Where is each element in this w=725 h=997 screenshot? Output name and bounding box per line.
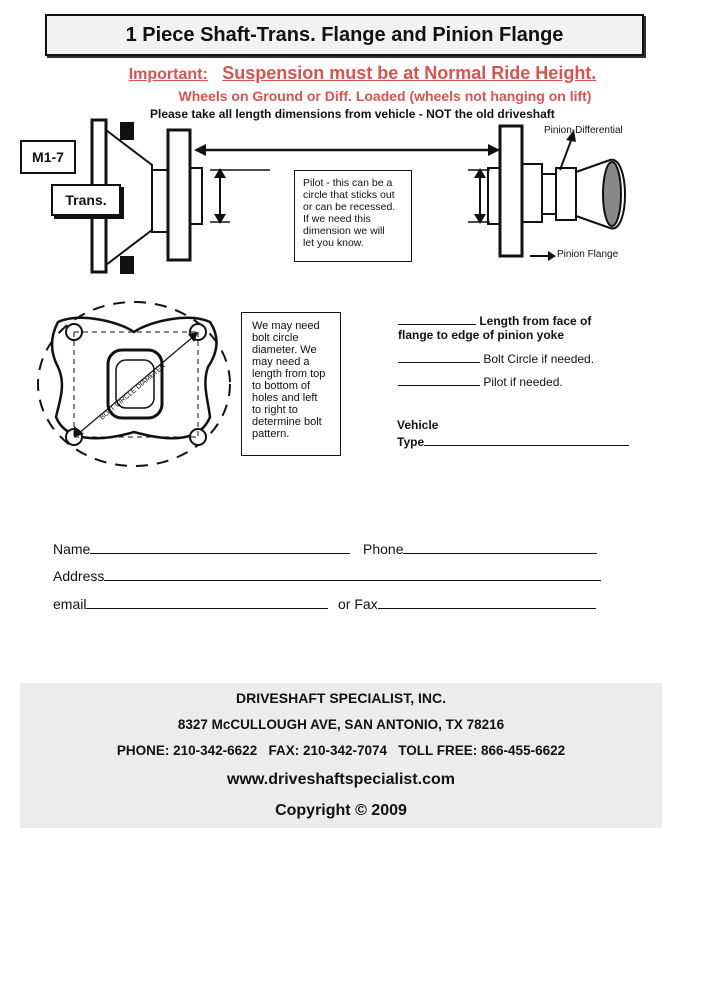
- bolt-note-line: length from top: [252, 368, 326, 380]
- pilot-note-line: let you know.: [303, 237, 364, 249]
- name-blank[interactable]: [90, 539, 350, 554]
- trans-label-box: Trans.: [51, 184, 121, 216]
- pilot-blank[interactable]: [398, 373, 480, 386]
- bolt-flange-diagram: [30, 292, 235, 477]
- length-label-1: Length from face of: [479, 314, 592, 328]
- pilot-note-line: If we need this: [303, 213, 371, 225]
- important-label: Important:: [128, 66, 208, 83]
- bolt-note-line: diameter. We: [252, 344, 317, 356]
- bolt-circle-field[interactable]: [398, 350, 594, 366]
- name-label: Name: [53, 541, 91, 557]
- bolt-note-line: to right to: [252, 404, 298, 416]
- trans-bolt-bottom: [120, 256, 134, 274]
- bolt-circle-blank[interactable]: [398, 350, 480, 363]
- bolt-note-box: [241, 312, 341, 456]
- pinion-flange-label: Pinion Flange: [557, 249, 619, 260]
- pilot-note-line: or can be recessed.: [303, 201, 396, 213]
- wheels-note: Wheels on Ground or Diff. Loaded (wheels not hanging on lift): [178, 88, 592, 104]
- pinion-pilot: [488, 168, 500, 224]
- address-field[interactable]: [53, 566, 601, 584]
- email-label: email: [53, 596, 87, 612]
- bolt-circle-label: Bolt Circle if needed.: [483, 352, 595, 366]
- vehicle-label: Vehicle: [397, 418, 439, 432]
- pilot-note-box: [294, 170, 412, 262]
- model-code-box: M1-7: [20, 140, 76, 174]
- address-label: Address: [53, 568, 105, 584]
- bolt-note-line: to bottom of: [252, 380, 311, 392]
- email-field[interactable]: [53, 594, 328, 612]
- pilot-label: Pilot if needed.: [483, 375, 563, 389]
- fax-label: or Fax: [338, 596, 378, 612]
- length-blank[interactable]: [398, 312, 476, 325]
- vehicle-type-blank[interactable]: [424, 433, 629, 446]
- pilot-note-line: Pilot - this can be a: [303, 177, 393, 189]
- length-label-2: flange to edge of pinion yoke: [398, 328, 565, 342]
- vehicle-type-label: Type: [397, 435, 425, 449]
- bolt-note-line: We may need: [252, 320, 320, 332]
- trans-collar: [152, 170, 168, 232]
- length-field[interactable]: [398, 312, 591, 328]
- copyright: Copyright © 2009: [275, 802, 407, 819]
- phone-field[interactable]: [363, 539, 597, 557]
- company-footer: [20, 683, 662, 828]
- company-phones: PHONE: 210-342-6622 FAX: 210-342-7074 TOLL FREE: 866-455-6622: [116, 743, 566, 758]
- pilot-note-line: circle that sticks out: [303, 189, 395, 201]
- company-name: DRIVESHAFT SPECIALIST, INC.: [235, 690, 447, 706]
- trans-pilot: [190, 168, 202, 224]
- important-text: Suspension must be at Normal Ride Height.: [222, 63, 597, 83]
- pinion-flange: [500, 126, 522, 256]
- company-website[interactable]: www.driveshaftspecialist.com: [227, 771, 455, 788]
- bolt-note-line: pattern.: [252, 428, 290, 440]
- vehicle-type-field[interactable]: [397, 433, 629, 449]
- fax-blank[interactable]: [378, 594, 596, 609]
- phone-blank[interactable]: [403, 539, 597, 554]
- company-address: 8327 McCULLOUGH AVE, SAN ANTONIO, TX 78216: [177, 717, 505, 732]
- trans-yoke-flange: [168, 130, 190, 260]
- pinion-differential-label: Pinion-Differential: [544, 125, 623, 136]
- instruction-text: Please take all length dimensions from vehicle - NOT the old driveshaft: [150, 107, 555, 121]
- email-blank[interactable]: [86, 594, 328, 609]
- pilot-field[interactable]: [398, 373, 563, 389]
- fax-field[interactable]: [338, 594, 596, 612]
- page-title: 1 Piece Shaft-Trans. Flange and Pinion Flange: [45, 14, 644, 56]
- name-field[interactable]: [53, 539, 350, 557]
- pilot-note-line: dimension we will: [303, 225, 385, 237]
- bolt-circle-diameter-label: BOLT CIRCLE DIAMETER: [98, 362, 168, 422]
- bolt-note-line: bolt circle: [252, 332, 299, 344]
- phone-label: Phone: [363, 541, 404, 557]
- address-blank[interactable]: [104, 566, 601, 581]
- trans-bolt-top: [120, 122, 134, 140]
- bolt-note-line: determine bolt: [252, 416, 322, 428]
- bolt-note-line: holes and left: [252, 392, 318, 404]
- bolt-note-line: may need a: [252, 356, 310, 368]
- important-notice: [0, 63, 725, 84]
